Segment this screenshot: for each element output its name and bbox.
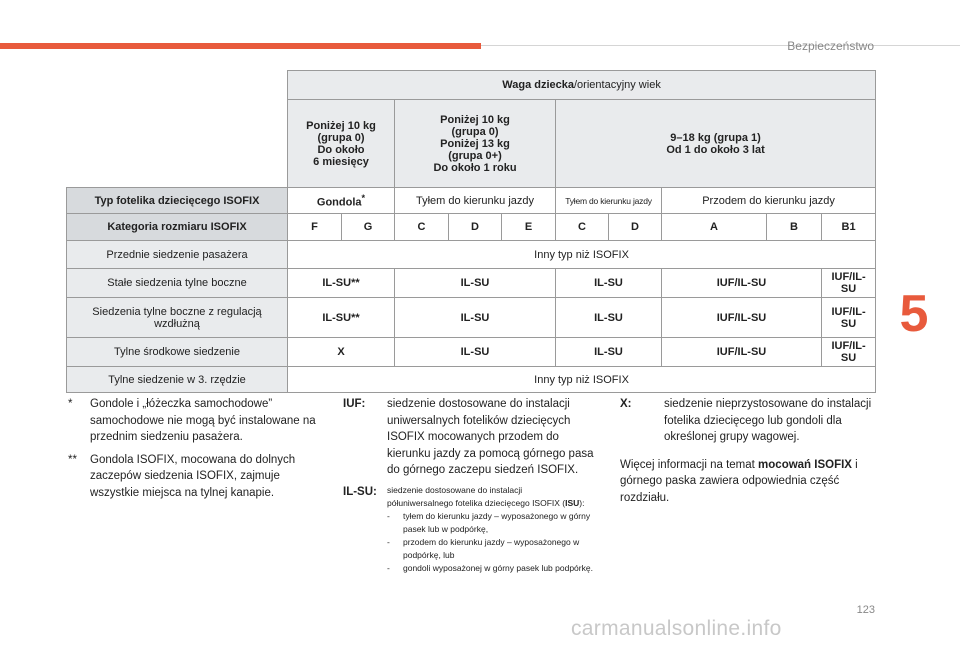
section-title: Bezpieczeństwo — [787, 39, 874, 53]
seat-row-value: IL-SU — [395, 298, 556, 338]
seat-row-value: Inny typ niż ISOFIX — [288, 367, 876, 393]
seat-row-label: Stałe siedzenia tylne boczne — [67, 269, 288, 298]
type-rear-facing: Tyłem do kierunku jazdy — [395, 188, 556, 214]
type-forward-facing: Przodem do kierunku jazdy — [662, 188, 876, 214]
size-cell: C — [395, 214, 449, 241]
seat-row-value: Inny typ niż ISOFIX — [288, 241, 876, 269]
more-info: Więcej informacji na temat mocowań ISOFIX i górnego paska zawiera odpowiednia część rozdziału. — [620, 458, 858, 504]
seat-row-value: X — [288, 338, 395, 367]
size-cell: F — [288, 214, 342, 241]
group-0plus-header: Poniżej 10 kg (grupa 0) Poniżej 13 kg (grupa 0+) Do około 1 roku — [395, 100, 556, 188]
legend-iuf: IUF: siedzenie dostosowane do instalacji uniwersalnych fotelików dziecięcych ISOFIX mocowanych przodem do kierunku jazdy za pomocą górnego pasa do górnego zaczepu siedzeń ISOFIX. — [343, 398, 594, 476]
footnote: ** Gondola ISOFIX, mocowana do dolnych zaczepów siedzenia ISOFIX, zajmuje wszystkie miejsca na tylnej kanapie. — [68, 453, 296, 499]
type-gondola: Gondola* — [288, 188, 395, 214]
size-cell: B — [767, 214, 822, 241]
table-title: Waga dziecka/orientacyjny wiek — [288, 71, 876, 100]
seat-row-value: IUF/IL-SU — [822, 298, 876, 338]
header-rule — [481, 45, 960, 46]
list-item: - przodem do kierunku jazdy – wyposażonego w podpórkę, lub — [387, 536, 580, 560]
seat-row-value: IL-SU — [395, 269, 556, 298]
chapter-number: 5 — [899, 285, 929, 343]
size-cell: D — [609, 214, 662, 241]
seat-row-label: Tylne siedzenie w 3. rzędzie — [67, 367, 288, 393]
legend-x — [620, 396, 872, 506]
legend-ilsu: IL-SU: siedzenie dostosowane do instalacji półuniwersalnego fotelika dziecięcego ISOFIX (ISU): - tyłem do kierunku jazdy – wyposażonego w górny pasek lub w podpórkę, - przodem do kierunku jazdy – wyposażonego w podpórkę, lub - gondoli wyposażonej w górny pasek lub podpórkę. — [343, 484, 603, 575]
legend-x-row: X: siedzenie nieprzystosowane do instalacji fotelika dziecięcego lub gondoli dla określonej grupy wagowej. — [620, 398, 872, 443]
size-cell: E — [502, 214, 556, 241]
page-number: 123 — [856, 604, 875, 616]
list-item: - tyłem do kierunku jazdy – wyposażonego w górny pasek lub w podpórkę, — [387, 510, 591, 534]
type-row-label: Typ fotelika dziecięcego ISOFIX — [67, 188, 288, 214]
seat-row-label: Siedzenia tylne boczne z regulacją wzdłużną — [67, 298, 288, 338]
seat-row-value: IUF/IL-SU — [822, 338, 876, 367]
footnotes — [68, 396, 330, 507]
group-0-header: Poniżej 10 kg (grupa 0) Do około 6 miesięcy — [288, 100, 395, 188]
seat-row-value: IL-SU — [395, 338, 556, 367]
size-cell: G — [342, 214, 395, 241]
seat-row-value: IL-SU — [556, 298, 662, 338]
footnote: * Gondole i „łóżeczka samochodowe” samochodowe nie mogą być instalowane na przednim siedzeniu pasażera. — [68, 398, 316, 443]
table-corner — [67, 71, 288, 188]
watermark: carmanualsonline.info — [571, 617, 782, 640]
seat-row-label: Przednie siedzenie pasażera — [67, 241, 288, 269]
size-cell: D — [449, 214, 502, 241]
size-cell: A — [662, 214, 767, 241]
size-cell: B1 — [822, 214, 876, 241]
legend-iuf-ilsu — [343, 396, 603, 575]
header-accent-bar — [0, 43, 481, 49]
seat-row-value: IL-SU** — [288, 298, 395, 338]
isofix-table — [66, 70, 876, 393]
size-row-label: Kategoria rozmiaru ISOFIX — [67, 214, 288, 241]
size-cell: C — [556, 214, 609, 241]
type-rear-facing-small: Tyłem do kierunku jazdy — [556, 188, 662, 214]
seat-row-value: IL-SU — [556, 269, 662, 298]
list-item: - gondoli wyposażonej w górny pasek lub podpórkę. — [387, 562, 593, 573]
seat-row-value: IL-SU — [556, 338, 662, 367]
seat-row-value: IUF/IL-SU — [822, 269, 876, 298]
seat-row-value: IUF/IL-SU — [662, 269, 822, 298]
seat-row-value: IL-SU** — [288, 269, 395, 298]
seat-row-label: Tylne środkowe siedzenie — [67, 338, 288, 367]
group-1-header: 9–18 kg (grupa 1) Od 1 do około 3 lat — [556, 100, 876, 188]
seat-row-value: IUF/IL-SU — [662, 298, 822, 338]
seat-row-value: IUF/IL-SU — [662, 338, 822, 367]
